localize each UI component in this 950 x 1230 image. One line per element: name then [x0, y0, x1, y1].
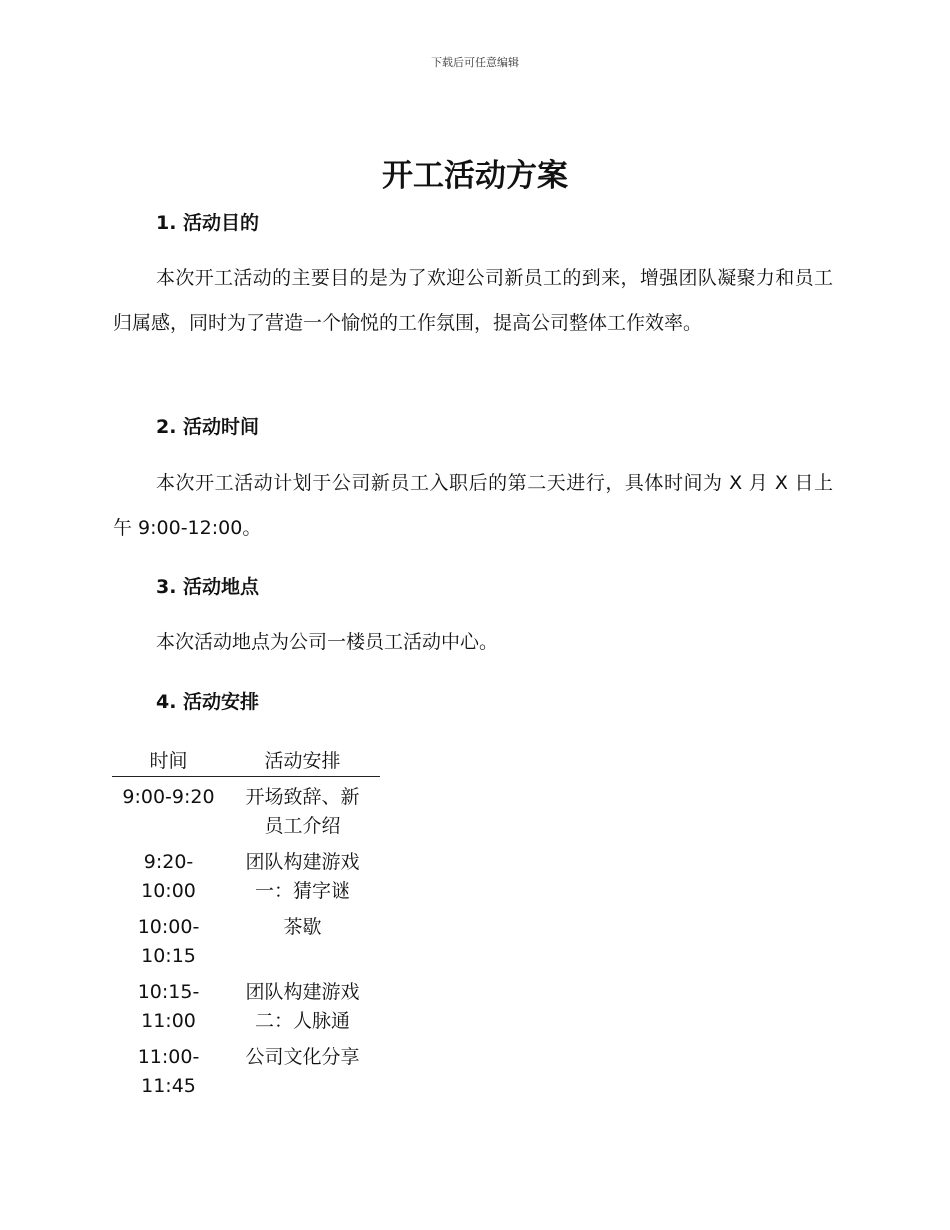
table-cell-time — [112, 777, 225, 843]
time-line: 9:20- — [143, 851, 194, 873]
table-cell-activity — [225, 777, 380, 843]
activity-line: 团队构建游戏 — [245, 851, 360, 873]
activity-line: 二：人脉通 — [254, 1010, 350, 1032]
table-cell-activity — [225, 972, 380, 1037]
table-row — [112, 972, 380, 1037]
activity-line: 茶歇 — [283, 916, 322, 938]
table-header-activity: 活动安排 — [225, 742, 380, 777]
activity-line: 公司文化分享 — [245, 1046, 360, 1068]
document-title: 开工活动方案 — [382, 158, 568, 194]
time-line: 10:00- — [137, 916, 200, 938]
time-line: 10:00 — [141, 880, 196, 902]
section-heading-time: 2. 活动时间 — [156, 416, 260, 438]
section-heading-purpose: 1. 活动目的 — [156, 212, 260, 234]
section-body-purpose: 本次开工活动的主要目的是为了欢迎公司新员工的到来，增强团队凝聚力和员工归属感，同时为了营造一个愉悦的工作氛围，提高公司整体工作效率。 — [113, 267, 833, 334]
activity-line: 一：猜字谜 — [254, 880, 350, 902]
time-line: 11:00- — [137, 1046, 200, 1068]
schedule-table — [112, 742, 380, 1102]
time-line: 11:45 — [141, 1075, 196, 1097]
section-body-time: 本次开工活动计划于公司新员工入职后的第二天进行，具体时间为 X 月 X 日上午 9:00-12:00。 — [113, 472, 833, 539]
time-line: 9:00-9:20 — [122, 786, 215, 808]
activity-line: 团队构建游戏 — [245, 981, 360, 1003]
table-header-row — [112, 742, 380, 777]
section-heading-location: 3. 活动地点 — [156, 576, 260, 598]
table-row — [112, 842, 380, 907]
activity-line: 员工介绍 — [264, 815, 341, 837]
table-cell-activity — [225, 1037, 380, 1102]
page-header-note: 下载后可任意编辑 — [431, 56, 519, 69]
section-body-location: 本次活动地点为公司一楼员工活动中心。 — [156, 631, 499, 653]
table-cell-time — [112, 907, 225, 972]
table-cell-time — [112, 1037, 225, 1102]
table-row — [112, 777, 380, 843]
table-cell-time — [112, 842, 225, 907]
table-cell-time — [112, 972, 225, 1037]
table-row — [112, 907, 380, 972]
table-cell-activity — [225, 907, 380, 972]
time-line: 11:00 — [141, 1010, 196, 1032]
time-line: 10:15 — [141, 945, 196, 967]
activity-line: 开场致辞、新 — [245, 786, 360, 808]
table-cell-activity — [225, 842, 380, 907]
table-header-time: 时间 — [112, 742, 225, 777]
time-line: 10:15- — [137, 981, 200, 1003]
table-row — [112, 1037, 380, 1102]
section-heading-schedule: 4. 活动安排 — [156, 691, 260, 713]
